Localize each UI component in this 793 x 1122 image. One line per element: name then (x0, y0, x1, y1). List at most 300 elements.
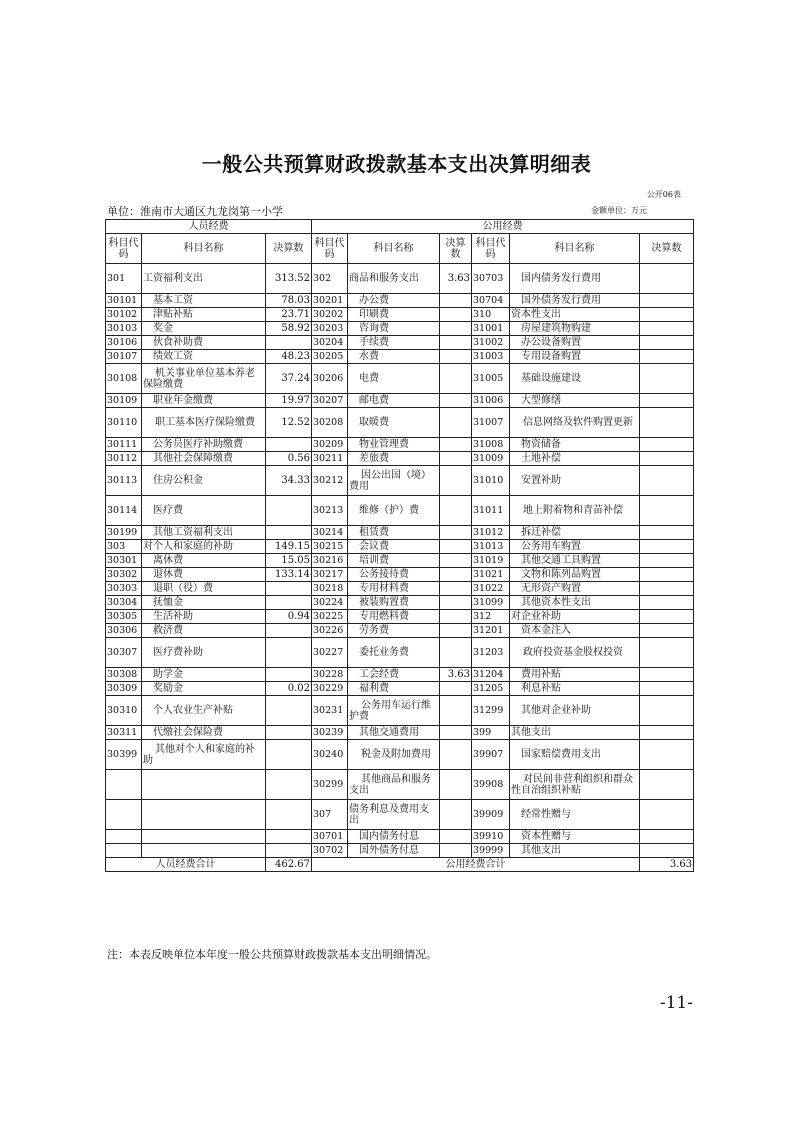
table-row (106, 336, 694, 350)
subject-name: 职工基本医疗保险缴费 (142, 408, 266, 438)
amount-value (440, 322, 472, 336)
table-row (106, 800, 694, 830)
subject-name (142, 800, 266, 830)
table-row (106, 696, 694, 726)
subject-code: 30399 (106, 740, 142, 770)
subject-name: 退职（役）费 (142, 582, 266, 596)
subject-name: 物业管理费 (348, 438, 440, 452)
subject-name: 专用材料费 (348, 582, 440, 596)
amount-value (266, 496, 312, 526)
table-row (106, 844, 694, 858)
amount-value (640, 770, 694, 800)
amount-value (640, 696, 694, 726)
amount-value (640, 568, 694, 582)
subject-name: 安置补助 (510, 466, 640, 496)
subject-name (142, 770, 266, 800)
amount-value (440, 350, 472, 364)
subject-code: 303 (106, 540, 142, 554)
subject-name: 取暖费 (348, 408, 440, 438)
subject-name: 其他对个人和家庭的补助 (142, 740, 266, 770)
amount-value: 12.52 (266, 408, 312, 438)
subject-name: 资本性赠与 (510, 830, 640, 844)
amount-value (266, 770, 312, 800)
subject-name: 拆迁补偿 (510, 526, 640, 540)
amount-value: 3.63 (440, 668, 472, 682)
subject-code: 30112 (106, 452, 142, 466)
subject-code: 312 (472, 610, 510, 624)
amount-value (640, 740, 694, 770)
subject-code: 30103 (106, 322, 142, 336)
amount-value (640, 364, 694, 394)
subject-name: 抚恤金 (142, 596, 266, 610)
subject-name: 工资福利支出 (142, 264, 266, 294)
group-header-personnel: 人员经费 (106, 220, 312, 234)
amount-value (440, 438, 472, 452)
subject-code: 31009 (472, 452, 510, 466)
subject-code: 30207 (312, 394, 348, 408)
subject-code: 30301 (106, 554, 142, 568)
subject-code: 30208 (312, 408, 348, 438)
subject-code: 30704 (472, 294, 510, 308)
col-header-amount: 决算数 (266, 234, 312, 264)
amount-value (640, 726, 694, 740)
table-row (106, 596, 694, 610)
table-row (106, 638, 694, 668)
subject-name: 公务用车运行维护费 (348, 696, 440, 726)
subject-code (106, 770, 142, 800)
amount-value (640, 438, 694, 452)
amount-value (440, 830, 472, 844)
subject-name: 政府投资基金股权投资 (510, 638, 640, 668)
subject-name: 其他支出 (510, 844, 640, 858)
subject-code: 31204 (472, 668, 510, 682)
subject-code: 30111 (106, 438, 142, 452)
amount-value (640, 800, 694, 830)
subject-name: 对民间非营利组织和群众性自治组织补贴 (510, 770, 640, 800)
col-header-name: 科目名称 (348, 234, 440, 264)
amount-value: 149.15 (266, 540, 312, 554)
table-row (106, 466, 694, 496)
subject-name: 其他商品和服务支出 (348, 770, 440, 800)
amount-value (440, 844, 472, 858)
subject-name: 机关事业单位基本养老保险缴费 (142, 364, 266, 394)
subject-code: 31205 (472, 682, 510, 696)
amount-value (640, 496, 694, 526)
amount-value: 34.33 (266, 466, 312, 496)
personnel-total-label: 人员经费合计 (106, 858, 266, 872)
subject-code: 30303 (106, 582, 142, 596)
subject-name: 无形资产购置 (510, 582, 640, 596)
subject-code: 30106 (106, 336, 142, 350)
subject-code: 30224 (312, 596, 348, 610)
col-header-amount: 决算数 (640, 234, 694, 264)
subject-name: 国外债务发行费用 (510, 294, 640, 308)
amount-value (440, 770, 472, 800)
amount-value: 23.71 (266, 308, 312, 322)
table-row (106, 364, 694, 394)
subject-code: 31019 (472, 554, 510, 568)
unit-label: 单位：淮南市大通区九龙岗第一小学 (107, 205, 283, 218)
subject-code: 39907 (472, 740, 510, 770)
amount-value (266, 596, 312, 610)
amount-value (266, 638, 312, 668)
subject-name: 国外债务付息 (348, 844, 440, 858)
amount-value (266, 696, 312, 726)
subject-name: 商品和服务支出 (348, 264, 440, 294)
subject-name: 资本金注入 (510, 624, 640, 638)
amount-value (640, 624, 694, 638)
subject-name: 福利费 (348, 682, 440, 696)
subject-name: 会议费 (348, 540, 440, 554)
subject-name: 大型修缮 (510, 394, 640, 408)
subject-code: 30702 (312, 844, 348, 858)
table-row (106, 582, 694, 596)
subject-code: 30213 (312, 496, 348, 526)
subject-code: 30309 (106, 682, 142, 696)
subject-code: 30101 (106, 294, 142, 308)
subject-name (142, 844, 266, 858)
subject-name: 退休费 (142, 568, 266, 582)
subject-name: 公务用车购置 (510, 540, 640, 554)
amount-value: 0.02 (266, 682, 312, 696)
amount-value (440, 496, 472, 526)
amount-value (440, 364, 472, 394)
subject-code (106, 830, 142, 844)
subject-name: 资本性支出 (510, 308, 640, 322)
amount-value (440, 466, 472, 496)
subject-code: 30228 (312, 668, 348, 682)
amount-value: 19.97 (266, 394, 312, 408)
table-row (106, 294, 694, 308)
subject-code: 31010 (472, 466, 510, 496)
amount-value (640, 554, 694, 568)
subject-name: 其他资本性支出 (510, 596, 640, 610)
subject-code: 30216 (312, 554, 348, 568)
subject-name: 劳务费 (348, 624, 440, 638)
table-row (106, 452, 694, 466)
table-row (106, 408, 694, 438)
subject-code: 30214 (312, 526, 348, 540)
subject-code: 30202 (312, 308, 348, 322)
subject-code: 399 (472, 726, 510, 740)
subject-name: 助学金 (142, 668, 266, 682)
col-header-name: 科目名称 (142, 234, 266, 264)
subject-name: 培训费 (348, 554, 440, 568)
subject-code: 30212 (312, 466, 348, 496)
subject-code: 30226 (312, 624, 348, 638)
table-row (106, 682, 694, 696)
col-header-name: 科目名称 (510, 234, 640, 264)
subject-name: 代缴社会保险费 (142, 726, 266, 740)
amount-value (266, 336, 312, 350)
subject-name: 救济费 (142, 624, 266, 638)
amount-value (640, 610, 694, 624)
subject-code: 30308 (106, 668, 142, 682)
amount-value (640, 682, 694, 696)
subject-code: 31201 (472, 624, 510, 638)
amount-value: 78.03 (266, 294, 312, 308)
subject-name: 国内债务付息 (348, 830, 440, 844)
amount-value (640, 394, 694, 408)
subject-name: 维修（护）费 (348, 496, 440, 526)
amount-value (266, 830, 312, 844)
footnote: 注：本表反映单位本年度一般公共预算财政拨款基本支出明细情况。 (107, 948, 437, 961)
subject-code: 31013 (472, 540, 510, 554)
subject-name: 经常性赠与 (510, 800, 640, 830)
amount-value (266, 668, 312, 682)
subject-code: 30239 (312, 726, 348, 740)
amount-value (640, 844, 694, 858)
amount-value (640, 638, 694, 668)
amount-value (640, 668, 694, 682)
amount-value (640, 294, 694, 308)
subject-code: 302 (312, 264, 348, 294)
subject-name: 住房公积金 (142, 466, 266, 496)
table-row (106, 264, 694, 294)
table-row (106, 726, 694, 740)
subject-code: 31012 (472, 526, 510, 540)
amount-value (440, 582, 472, 596)
amount-value (440, 554, 472, 568)
subject-code: 30203 (312, 322, 348, 336)
public-total-label: 公用经费合计 (312, 858, 640, 872)
subject-name: 国家赔偿费用支出 (510, 740, 640, 770)
table-row (106, 554, 694, 568)
subject-name: 津贴补贴 (142, 308, 266, 322)
amount-value: 0.94 (266, 610, 312, 624)
subject-code: 301 (106, 264, 142, 294)
subject-name: 土地补偿 (510, 452, 640, 466)
subject-name: 办公设备购置 (510, 336, 640, 350)
subject-name: 邮电费 (348, 394, 440, 408)
subject-name: 对企业补助 (510, 610, 640, 624)
amount-value: 133.14 (266, 568, 312, 582)
table-row (106, 740, 694, 770)
amount-value: 48.23 (266, 350, 312, 364)
amount-value (640, 408, 694, 438)
amount-value (440, 800, 472, 830)
amount-value (266, 526, 312, 540)
amount-value (440, 726, 472, 740)
amount-value (266, 582, 312, 596)
subject-name: 租赁费 (348, 526, 440, 540)
subject-code: 31299 (472, 696, 510, 726)
subject-name: 债务利息及费用支出 (348, 800, 440, 830)
amount-value (640, 540, 694, 554)
subject-name: 其他社会保障缴费 (142, 452, 266, 466)
subject-name: 生活补助 (142, 610, 266, 624)
subject-code: 31007 (472, 408, 510, 438)
subject-code: 310 (472, 308, 510, 322)
amount-value (440, 624, 472, 638)
col-header-code: 科目代码 (106, 234, 142, 264)
amount-value (440, 294, 472, 308)
subject-code: 30304 (106, 596, 142, 610)
subject-code: 31099 (472, 596, 510, 610)
subject-code: 30217 (312, 568, 348, 582)
subject-name: 物资储备 (510, 438, 640, 452)
subject-name: 委托业务费 (348, 638, 440, 668)
subject-name: 印刷费 (348, 308, 440, 322)
amount-value (640, 582, 694, 596)
subject-name: 专用设备购置 (510, 350, 640, 364)
amount-value (640, 308, 694, 322)
subject-code: 31003 (472, 350, 510, 364)
subject-name: 其他工资福利支出 (142, 526, 266, 540)
subject-name: 公务接待费 (348, 568, 440, 582)
subject-name: 信息网络及软件购置更新 (510, 408, 640, 438)
subject-name: 职业年金缴费 (142, 394, 266, 408)
subject-code: 31021 (472, 568, 510, 582)
amount-value: 313.52 (266, 264, 312, 294)
table-row (106, 610, 694, 624)
subject-code: 30114 (106, 496, 142, 526)
table-row (106, 526, 694, 540)
page-number: -11- (659, 993, 693, 1013)
table-row (106, 394, 694, 408)
amount-value (440, 638, 472, 668)
subject-name: 伙食补助费 (142, 336, 266, 350)
subject-code: 30701 (312, 830, 348, 844)
table-row (106, 322, 694, 336)
subject-name: 文物和陈列品购置 (510, 568, 640, 582)
amount-value (266, 800, 312, 830)
subject-code: 30108 (106, 364, 142, 394)
subject-code: 30703 (472, 264, 510, 294)
subject-name: 工会经费 (348, 668, 440, 682)
table-row (106, 668, 694, 682)
amount-value (640, 322, 694, 336)
subject-code: 31005 (472, 364, 510, 394)
subject-code: 31001 (472, 322, 510, 336)
subject-name: 差旅费 (348, 452, 440, 466)
subject-code: 39908 (472, 770, 510, 800)
amount-value (640, 350, 694, 364)
amount-value (440, 596, 472, 610)
subject-code: 30240 (312, 740, 348, 770)
amount-value (640, 336, 694, 350)
subject-code: 30302 (106, 568, 142, 582)
subject-code: 30110 (106, 408, 142, 438)
subject-name: 税金及附加费用 (348, 740, 440, 770)
amount-value (640, 264, 694, 294)
table-row (106, 308, 694, 322)
subject-name: 其他交通费用 (348, 726, 440, 740)
table-row (106, 438, 694, 452)
subject-code: 30102 (106, 308, 142, 322)
subject-code: 31002 (472, 336, 510, 350)
subject-code: 30201 (312, 294, 348, 308)
subject-name: 奖励金 (142, 682, 266, 696)
subject-code (106, 800, 142, 830)
table-row (106, 350, 694, 364)
amount-value (440, 696, 472, 726)
table-row (106, 496, 694, 526)
amount-value (440, 682, 472, 696)
form-number: 公开06表 (646, 190, 681, 199)
table-row (106, 830, 694, 844)
col-header-code: 科目代码 (472, 234, 510, 264)
amount-value: 3.63 (440, 264, 472, 294)
subject-code: 39910 (472, 830, 510, 844)
subject-name: 基础设施建设 (510, 364, 640, 394)
subject-name (142, 830, 266, 844)
amount-value (266, 726, 312, 740)
subject-name: 绩效工资 (142, 350, 266, 364)
subject-name: 奖金 (142, 322, 266, 336)
amount-value (440, 740, 472, 770)
amount-value (640, 466, 694, 496)
table-row (106, 624, 694, 638)
subject-name: 利息补贴 (510, 682, 640, 696)
amount-value (440, 336, 472, 350)
amount-value (440, 610, 472, 624)
subject-name: 电费 (348, 364, 440, 394)
amount-value (440, 526, 472, 540)
subject-name: 对个人和家庭的补助 (142, 540, 266, 554)
subject-name: 个人农业生产补贴 (142, 696, 266, 726)
subject-code: 31022 (472, 582, 510, 596)
amount-value (440, 308, 472, 322)
subject-code: 31008 (472, 438, 510, 452)
subject-code: 30311 (106, 726, 142, 740)
amount-value (266, 624, 312, 638)
subject-code: 30307 (106, 638, 142, 668)
subject-code: 30229 (312, 682, 348, 696)
subject-code: 30299 (312, 770, 348, 800)
subject-code: 307 (312, 800, 348, 830)
subject-name: 手续费 (348, 336, 440, 350)
subject-name: 办公费 (348, 294, 440, 308)
subject-code: 30204 (312, 336, 348, 350)
subject-code: 30209 (312, 438, 348, 452)
table-row (106, 540, 694, 554)
amount-value (440, 568, 472, 582)
subject-name: 咨询费 (348, 322, 440, 336)
subject-code: 30227 (312, 638, 348, 668)
subject-name: 费用补贴 (510, 668, 640, 682)
subject-code: 30199 (106, 526, 142, 540)
subject-code: 30305 (106, 610, 142, 624)
subject-code: 30109 (106, 394, 142, 408)
subject-name: 医疗费补助 (142, 638, 266, 668)
subject-code: 30225 (312, 610, 348, 624)
subject-code: 39909 (472, 800, 510, 830)
table-row (106, 770, 694, 800)
amount-value (640, 596, 694, 610)
subject-code: 30215 (312, 540, 348, 554)
subject-name: 其他交通工具购置 (510, 554, 640, 568)
amount-value (440, 394, 472, 408)
personnel-total-value: 462.67 (266, 858, 312, 872)
subject-name: 水费 (348, 350, 440, 364)
amount-value (266, 844, 312, 858)
col-header-code: 科目代码 (312, 234, 348, 264)
subject-name: 公务员医疗补助缴费 (142, 438, 266, 452)
subject-code: 31011 (472, 496, 510, 526)
subject-code (106, 844, 142, 858)
col-header-amount: 决算数 (440, 234, 472, 264)
amount-value (440, 408, 472, 438)
subject-name: 其他支出 (510, 726, 640, 740)
subject-name: 地上附着物和青苗补偿 (510, 496, 640, 526)
amount-value: 0.56 (266, 452, 312, 466)
amount-value: 58.92 (266, 322, 312, 336)
subject-name: 专用燃料费 (348, 610, 440, 624)
amount-value (640, 526, 694, 540)
subject-code: 30218 (312, 582, 348, 596)
amount-value: 37.24 (266, 364, 312, 394)
